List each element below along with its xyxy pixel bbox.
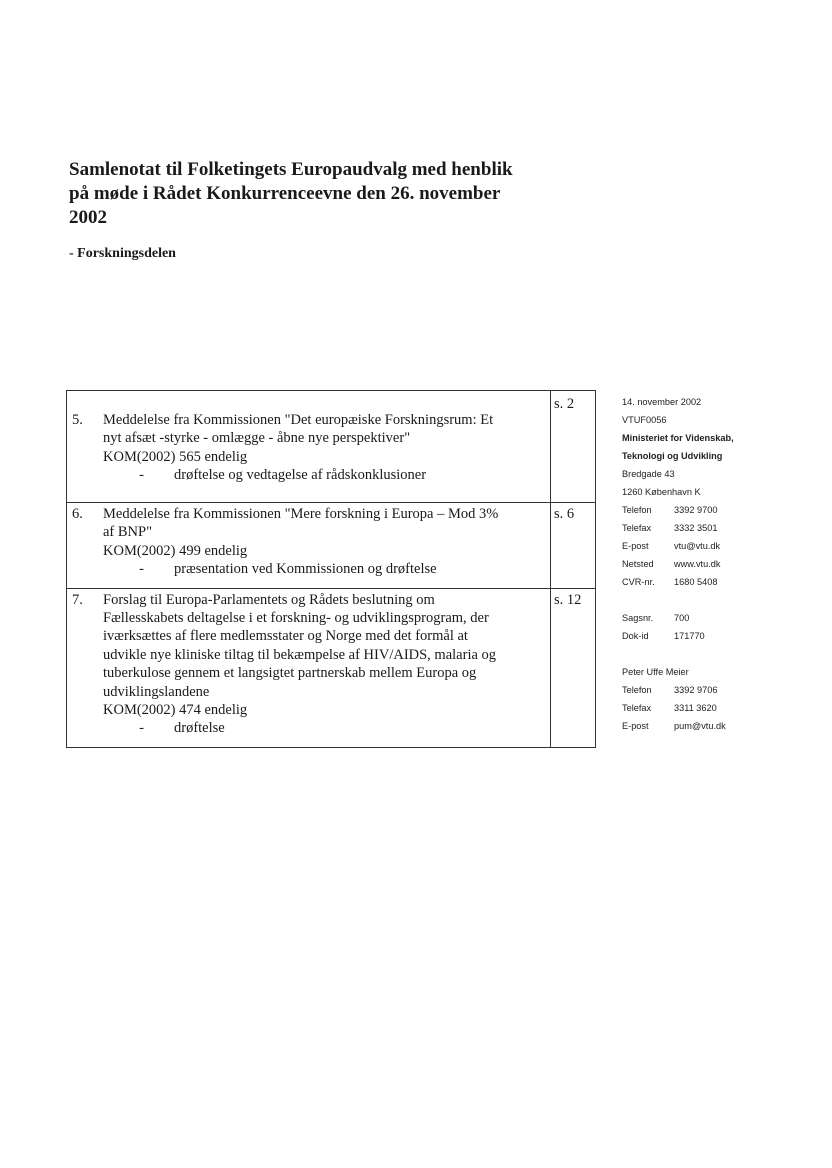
item-line: iværksættes af flere medlemsstater og Norge med det formål at — [103, 628, 468, 645]
document-title — [69, 158, 589, 230]
item-dash: - — [139, 561, 144, 578]
item-number: 7. — [72, 591, 83, 608]
agenda-item — [67, 503, 551, 589]
contact-value: pum@vtu.dk — [674, 721, 726, 731]
contact-person: Peter Uffe Meier — [622, 667, 689, 677]
contact-label: Telefon — [622, 685, 652, 695]
contact-label: Telefax — [622, 523, 652, 533]
agenda-row — [67, 391, 596, 503]
agenda-row — [67, 503, 596, 589]
title-line: 2002 — [69, 207, 107, 228]
contact-row — [622, 573, 822, 591]
person-contact-row — [622, 681, 822, 699]
contact-label: CVR-nr. — [622, 577, 655, 587]
contact-value: 3392 9706 — [674, 685, 718, 695]
title-line: på møde i Rådet Konkurrenceevne den 26. november — [69, 183, 501, 204]
contact-label: Netsted — [622, 559, 654, 569]
item-line: tuberkulose gennem et langsigtet partnerskab mellem Europa og — [103, 665, 477, 682]
contact-value: vtu@vtu.dk — [674, 541, 721, 551]
item-line: Fællesskabets deltagelse i et forskning- og udviklingsprogram, der — [103, 610, 489, 627]
item-action: præsentation ved Kommissionen og drøftelse — [174, 561, 437, 578]
item-action: drøftelse — [174, 720, 225, 737]
contact-row — [622, 537, 822, 555]
item-line: Forslag til Europa-Parlamentets og Rådets beslutning om — [103, 591, 435, 608]
contact-row — [622, 555, 822, 573]
case-value: 700 — [674, 613, 690, 623]
contact-value: www.vtu.dk — [674, 559, 721, 569]
sender-info — [622, 393, 822, 735]
agenda-item — [67, 391, 551, 503]
contact-value: 3332 3501 — [674, 523, 718, 533]
contact-value: 1680 5408 — [674, 577, 718, 587]
agenda-row — [67, 588, 596, 747]
item-line: KOM(2002) 499 endelig — [103, 542, 248, 559]
street-address: Bredgade 43 — [622, 469, 675, 479]
title-line: Samlenotat til Folketingets Europaudvalg med henblik — [69, 159, 513, 180]
item-line: Meddelelse fra Kommissionen "Mere forskning i Europa – Mod 3% — [103, 506, 499, 522]
ministry-name: Teknologi og Udvikling — [622, 451, 723, 461]
contact-label: Telefax — [622, 703, 652, 713]
agenda-item — [67, 588, 551, 747]
item-line: nyt afsæt -styrke - omlægge - åbne nye perspektiver" — [103, 430, 411, 447]
case-row — [622, 627, 822, 645]
contact-value: 3392 9700 — [674, 505, 718, 515]
reference-code: VTUF0056 — [622, 415, 667, 425]
item-line: KOM(2002) 565 endelig — [103, 448, 248, 465]
person-contact-row — [622, 717, 822, 735]
item-line: af BNP" — [103, 524, 153, 541]
item-line: udvikle nye kliniske tiltag til bekæmpelse af HIV/AIDS, malaria og — [103, 646, 497, 663]
page-reference: s. 2 — [551, 391, 596, 503]
document-date: 14. november 2002 — [622, 397, 702, 407]
item-action: drøftelse og vedtagelse af rådskonklusioner — [174, 467, 427, 484]
contact-value: 3311 3620 — [674, 703, 717, 713]
item-number: 6. — [72, 506, 83, 522]
city-address: 1260 København K — [622, 487, 701, 497]
page-reference: s. 12 — [551, 588, 596, 747]
item-line: udviklingslandene — [103, 683, 210, 700]
ministry-name: Ministeriet for Videnskab, — [622, 433, 734, 443]
person-contact-row — [622, 699, 822, 717]
item-dash: - — [139, 467, 144, 484]
contact-label: E-post — [622, 721, 649, 731]
contact-row — [622, 501, 822, 519]
agenda-table — [66, 390, 596, 748]
item-number: 5. — [72, 412, 83, 428]
contact-label: Telefon — [622, 505, 652, 515]
contact-label: E-post — [622, 541, 649, 551]
case-row — [622, 609, 822, 627]
document-subtitle: - Forskningsdelen — [69, 246, 176, 261]
item-line: KOM(2002) 474 endelig — [103, 702, 248, 719]
item-dash: - — [139, 720, 144, 737]
item-line: Meddelelse fra Kommissionen "Det europæiske Forskningsrum: Et — [103, 412, 494, 428]
case-label: Sagsnr. — [622, 613, 654, 623]
case-label: Dok-id — [622, 631, 649, 641]
contact-row — [622, 519, 822, 537]
case-value: 171770 — [674, 631, 705, 641]
page-reference: s. 6 — [551, 503, 596, 589]
